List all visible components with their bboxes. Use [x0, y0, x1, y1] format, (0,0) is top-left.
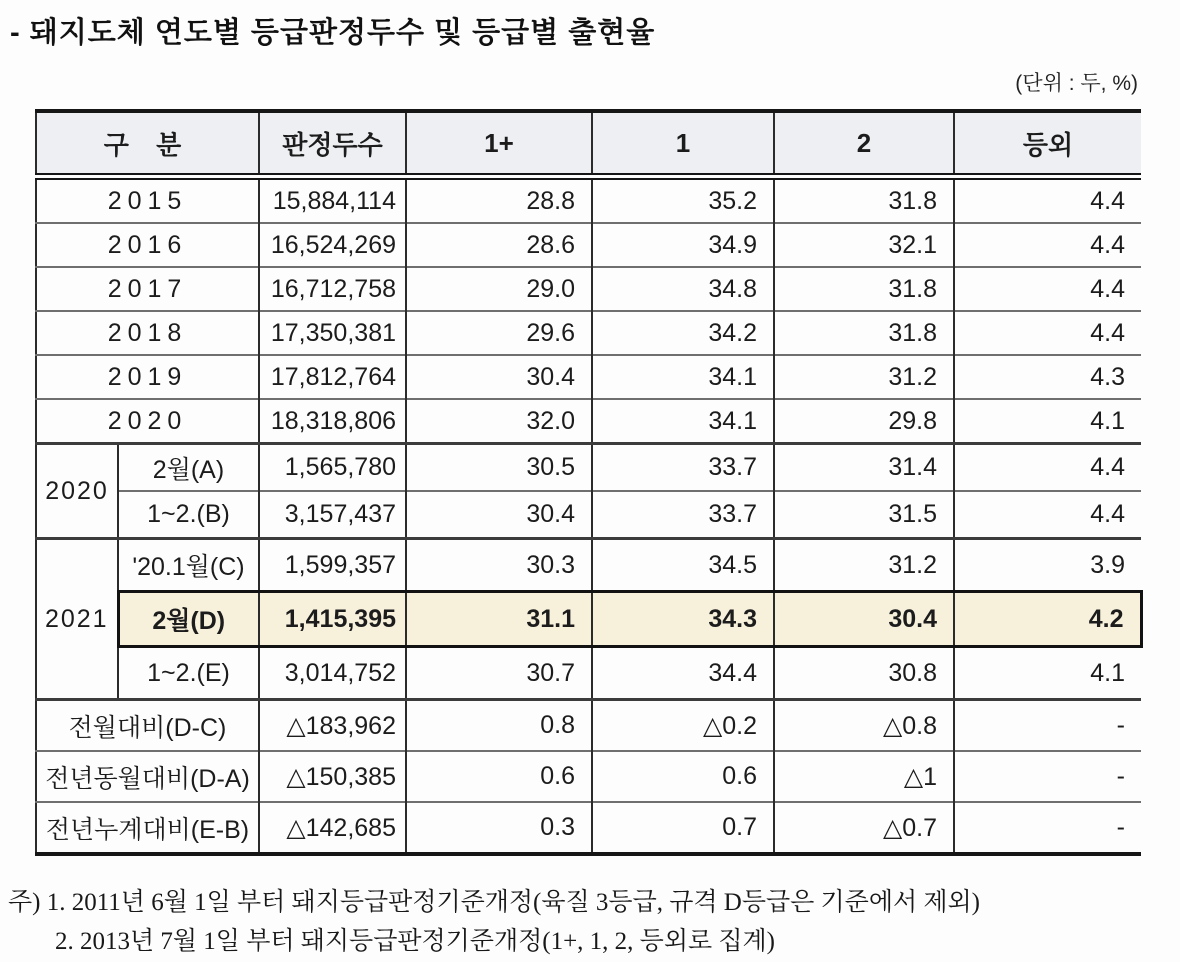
cell-grade-2: △1 — [774, 751, 954, 802]
table-row-2021-jan20 — [36, 539, 1141, 592]
table-row-2015 — [36, 177, 1141, 224]
row-label: 2018 — [36, 311, 259, 355]
cell-grade-1plus: 30.3 — [406, 539, 592, 592]
row-label: 1~2.(E) — [118, 647, 259, 700]
cell-grade-2: 29.8 — [774, 399, 954, 444]
unit-label: (단위 : 두, %) — [1015, 72, 1138, 95]
cell-grade-1plus: 0.8 — [406, 700, 592, 752]
row-label: 전년동월대비(D-A) — [36, 751, 259, 802]
row-label: 1~2.(B) — [118, 491, 259, 539]
header-grade-1plus: 1+ — [406, 111, 592, 177]
cell-count: △142,685 — [259, 802, 406, 854]
cell-grade-1: 33.7 — [592, 444, 774, 492]
cell-grade-2: 31.4 — [774, 444, 954, 492]
table-row-2020-feb — [36, 444, 1141, 492]
cell-grade-1plus: 32.0 — [406, 399, 592, 444]
table-row-2021-feb-highlight — [36, 592, 1141, 647]
cell-grade-1: 0.7 — [592, 802, 774, 854]
footnote-1: 주) 1. 2011년 6월 1일 부터 돼지등급판정기준개정(육질 3등급, 규격 D등급은 기준에서 제외) — [8, 889, 981, 916]
cell-count: 17,812,764 — [259, 355, 406, 399]
cell-grade-out: 4.4 — [954, 311, 1141, 355]
row-label: '20.1월(C) — [118, 539, 259, 592]
table-row-yoy-month-diff — [36, 751, 1141, 802]
table-row-2020-cum — [36, 491, 1141, 539]
cell-grade-1: 34.9 — [592, 223, 774, 267]
table-row-2019 — [36, 355, 1141, 399]
cell-count: 18,318,806 — [259, 399, 406, 444]
header-grade-2: 2 — [774, 111, 954, 177]
cell-grade-2: 30.8 — [774, 647, 954, 700]
table-row-2020 — [36, 399, 1141, 444]
table-row-2016 — [36, 223, 1141, 267]
cell-grade-out: 4.4 — [954, 491, 1141, 539]
group-year-2020: 2020 — [36, 444, 118, 539]
page-title: - 돼지도체 연도별 등급판정두수 및 등급별 출현율 — [10, 17, 656, 49]
group-year-2021: 2021 — [36, 539, 118, 700]
table-row-mom-diff — [36, 700, 1141, 752]
cell-grade-1: 34.1 — [592, 355, 774, 399]
cell-grade-2: 31.2 — [774, 539, 954, 592]
cell-count: 16,524,269 — [259, 223, 406, 267]
cell-count: 16,712,758 — [259, 267, 406, 311]
row-label: 2015 — [36, 177, 259, 224]
cell-grade-out: - — [954, 751, 1141, 802]
header-grade-1: 1 — [592, 111, 774, 177]
cell-grade-out: 4.3 — [954, 355, 1141, 399]
cell-grade-1plus: 30.5 — [406, 444, 592, 492]
cell-count: 1,599,357 — [259, 539, 406, 592]
row-label: 2월(D) — [118, 592, 259, 647]
cell-grade-1plus: 28.8 — [406, 177, 592, 224]
cell-grade-out: 4.1 — [954, 647, 1141, 700]
cell-grade-1plus: 28.6 — [406, 223, 592, 267]
cell-grade-out: 4.4 — [954, 267, 1141, 311]
row-label: 2017 — [36, 267, 259, 311]
cell-grade-2: 32.1 — [774, 223, 954, 267]
table-row-2017 — [36, 267, 1141, 311]
table-row-2021-cum — [36, 647, 1141, 700]
row-label: 2016 — [36, 223, 259, 267]
cell-grade-1plus: 31.1 — [406, 592, 592, 647]
cell-count: 1,415,395 — [259, 592, 406, 647]
row-label: 2월(A) — [118, 444, 259, 492]
cell-grade-2: 31.8 — [774, 311, 954, 355]
cell-count: 3,157,437 — [259, 491, 406, 539]
cell-count: △183,962 — [259, 700, 406, 752]
cell-grade-out: 3.9 — [954, 539, 1141, 592]
cell-grade-1plus: 29.6 — [406, 311, 592, 355]
cell-count: 17,350,381 — [259, 311, 406, 355]
cell-grade-1: 34.3 — [592, 592, 774, 647]
cell-grade-1: 0.6 — [592, 751, 774, 802]
cell-grade-1plus: 0.6 — [406, 751, 592, 802]
cell-grade-2: 31.8 — [774, 177, 954, 224]
cell-grade-1: △0.2 — [592, 700, 774, 752]
cell-count: 15,884,114 — [259, 177, 406, 224]
row-label: 2019 — [36, 355, 259, 399]
cell-count: △150,385 — [259, 751, 406, 802]
cell-grade-out: 4.4 — [954, 177, 1141, 224]
row-label: 2020 — [36, 399, 259, 444]
cell-grade-1plus: 0.3 — [406, 802, 592, 854]
cell-grade-1plus: 30.4 — [406, 491, 592, 539]
footnote-2: 2. 2013년 7월 1일 부터 돼지등급판정기준개정(1+, 1, 2, 등외로 집계) — [55, 927, 776, 955]
cell-grade-1: 34.8 — [592, 267, 774, 311]
cell-grade-2: 31.8 — [774, 267, 954, 311]
footnotes — [8, 884, 1180, 962]
cell-grade-out: 4.4 — [954, 444, 1141, 492]
cell-grade-1plus: 30.4 — [406, 355, 592, 399]
table-header-row — [36, 111, 1141, 177]
cell-grade-out: - — [954, 700, 1141, 752]
cell-grade-1: 34.4 — [592, 647, 774, 700]
table-row-2018 — [36, 311, 1141, 355]
cell-grade-2: 30.4 — [774, 592, 954, 647]
header-grade-out: 등외 — [954, 111, 1141, 177]
cell-grade-2: 31.2 — [774, 355, 954, 399]
cell-grade-out: - — [954, 802, 1141, 854]
table-row-yoy-cum-diff — [36, 802, 1141, 854]
header-count: 판정두수 — [259, 111, 406, 177]
cell-grade-1: 34.2 — [592, 311, 774, 355]
cell-grade-1: 33.7 — [592, 491, 774, 539]
document-page — [0, 10, 1180, 955]
cell-grade-out: 4.2 — [954, 592, 1141, 647]
cell-grade-2: 31.5 — [774, 491, 954, 539]
cell-grade-1: 35.2 — [592, 177, 774, 224]
grade-table — [35, 109, 1143, 856]
cell-grade-1: 34.5 — [592, 539, 774, 592]
cell-grade-out: 4.1 — [954, 399, 1141, 444]
cell-grade-1plus: 30.7 — [406, 647, 592, 700]
row-label: 전월대비(D-C) — [36, 700, 259, 752]
row-label: 전년누계대비(E-B) — [36, 802, 259, 854]
cell-grade-out: 4.4 — [954, 223, 1141, 267]
cell-grade-1plus: 29.0 — [406, 267, 592, 311]
cell-grade-2: △0.8 — [774, 700, 954, 752]
cell-grade-2: △0.7 — [774, 802, 954, 854]
cell-count: 3,014,752 — [259, 647, 406, 700]
header-category: 구 분 — [36, 111, 259, 177]
cell-grade-1: 34.1 — [592, 399, 774, 444]
cell-count: 1,565,780 — [259, 444, 406, 492]
